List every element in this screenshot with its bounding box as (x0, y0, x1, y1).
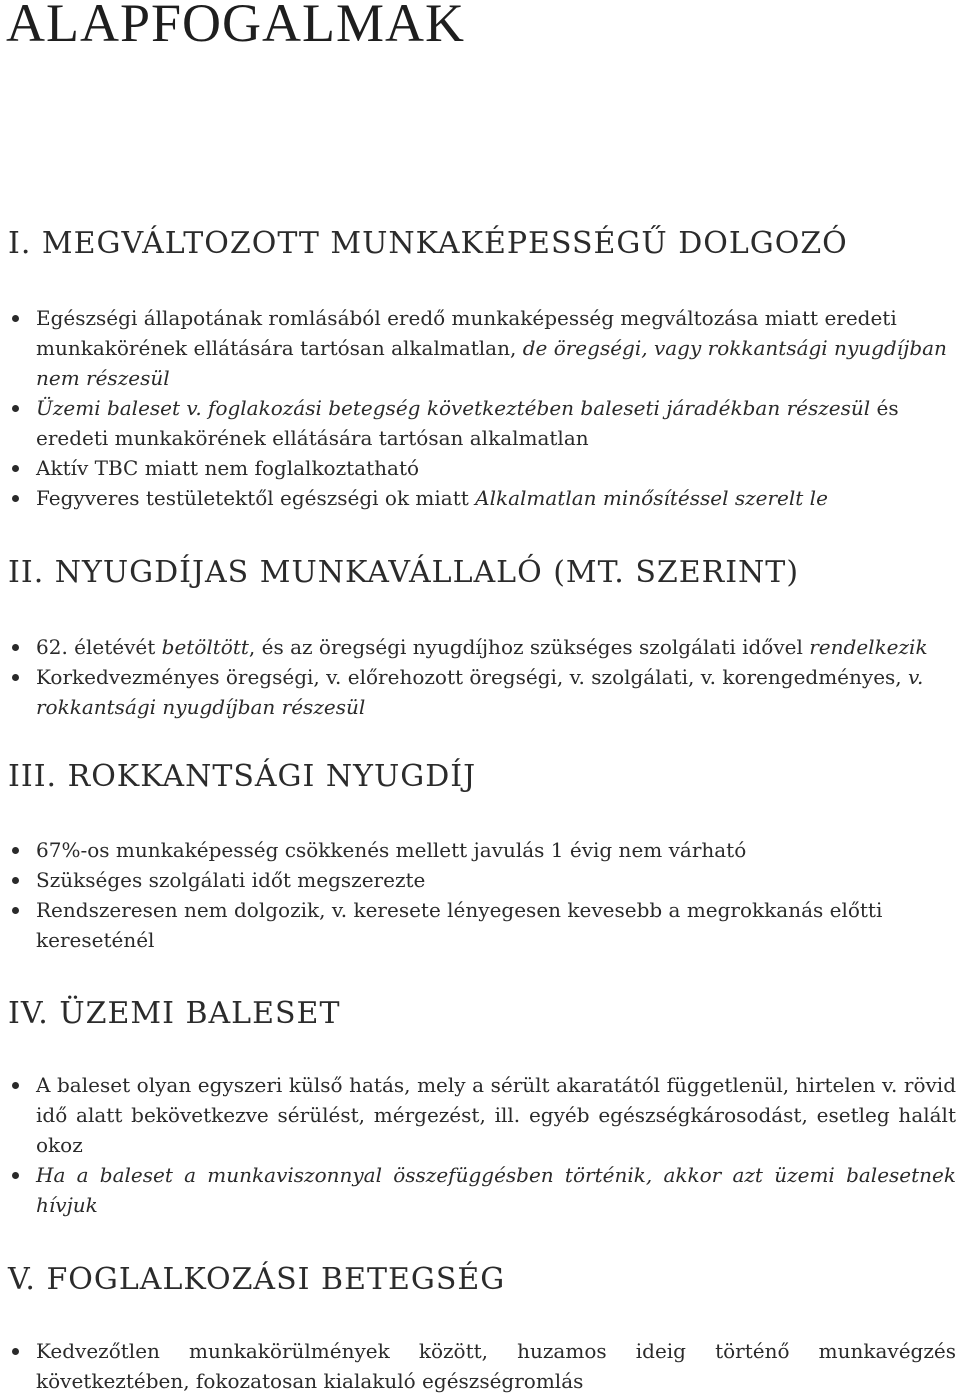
bullet-icon (12, 644, 19, 651)
section-heading-2: II. NYUGDÍJAS MUNKAVÁLLALÓ (MT. SZERINT) (8, 555, 800, 590)
bullet-icon (12, 315, 19, 322)
bullet-icon (12, 495, 19, 502)
bullet-icon (12, 847, 19, 854)
list-item: 62. életévét betöltött, és az öregségi nyugdíjhoz szükséges szolgálati idővel rendelkezik (12, 632, 956, 662)
list-item: Aktív TBC miatt nem foglalkoztatható (12, 453, 956, 483)
bullet-icon (12, 465, 19, 472)
bullet-icon (12, 877, 19, 884)
bullet-icon (12, 674, 19, 681)
list-item: Üzemi baleset v. foglakozási betegség következtében baleseti járadékban részesül és eredeti munkakörének ellátására tartósan alkalmatlan (12, 393, 956, 453)
section-4-list (12, 1070, 956, 1220)
section-1-list (12, 303, 956, 513)
bullet-icon (12, 1082, 19, 1089)
section-2-list (12, 632, 956, 722)
section-heading-1: I. MEGVÁLTOZOTT MUNKAKÉPESSÉGŰ DOLGOZÓ (8, 226, 848, 261)
section-3-list (12, 835, 956, 955)
section-heading-4: IV. ÜZEMI BALESET (8, 996, 341, 1031)
bullet-icon (12, 907, 19, 914)
bullet-icon (12, 1348, 19, 1355)
list-item: Fegyveres testületektől egészségi ok miatt Alkalmatlan minősítéssel szerelt le (12, 483, 956, 513)
bullet-icon (12, 1172, 19, 1179)
section-5-list (12, 1336, 956, 1396)
list-item: Kedvezőtlen munkakörülmények között, huzamos ideig történő munkavégzés következtében, fokozatosan kialakuló egészségromlás (12, 1336, 956, 1396)
list-item: Szükséges szolgálati időt megszerezte (12, 865, 956, 895)
list-item: Egészségi állapotának romlásából eredő munkaképesség megváltozása miatt eredeti munkakörének ellátására tartósan alkalmatlan, de öregségi, vagy rokkantsági nyugdíjban nem részesül (12, 303, 956, 393)
list-item: Rendszeresen nem dolgozik, v. keresete lényegesen kevesebb a megrokkanás előtti kereseténél (12, 895, 956, 955)
list-item: A baleset olyan egyszeri külső hatás, mely a sérült akaratától függetlenül, hirtelen v. rövid idő alatt bekövetkezve sérülést, mérgezést, ill. egyéb egészségkárosodást, esetleg halált okoz (12, 1070, 956, 1160)
section-heading-3: III. ROKKANTSÁGI NYUGDÍJ (8, 759, 477, 794)
page-title: ALAPFOGALMAK (6, 0, 466, 53)
list-item: 67%-os munkaképesség csökkenés mellett javulás 1 évig nem várható (12, 835, 956, 865)
list-item: Korkedvezményes öregségi, v. előrehozott öregségi, v. szolgálati, v. korengedményes, v. rokkantsági nyugdíjban részesül (12, 662, 956, 722)
bullet-icon (12, 405, 19, 412)
section-heading-5: V. FOGLALKOZÁSI BETEGSÉG (8, 1262, 506, 1297)
list-item: Ha a baleset a munkaviszonnyal összefüggésben történik, akkor azt üzemi balesetnek hívjuk (12, 1160, 956, 1220)
